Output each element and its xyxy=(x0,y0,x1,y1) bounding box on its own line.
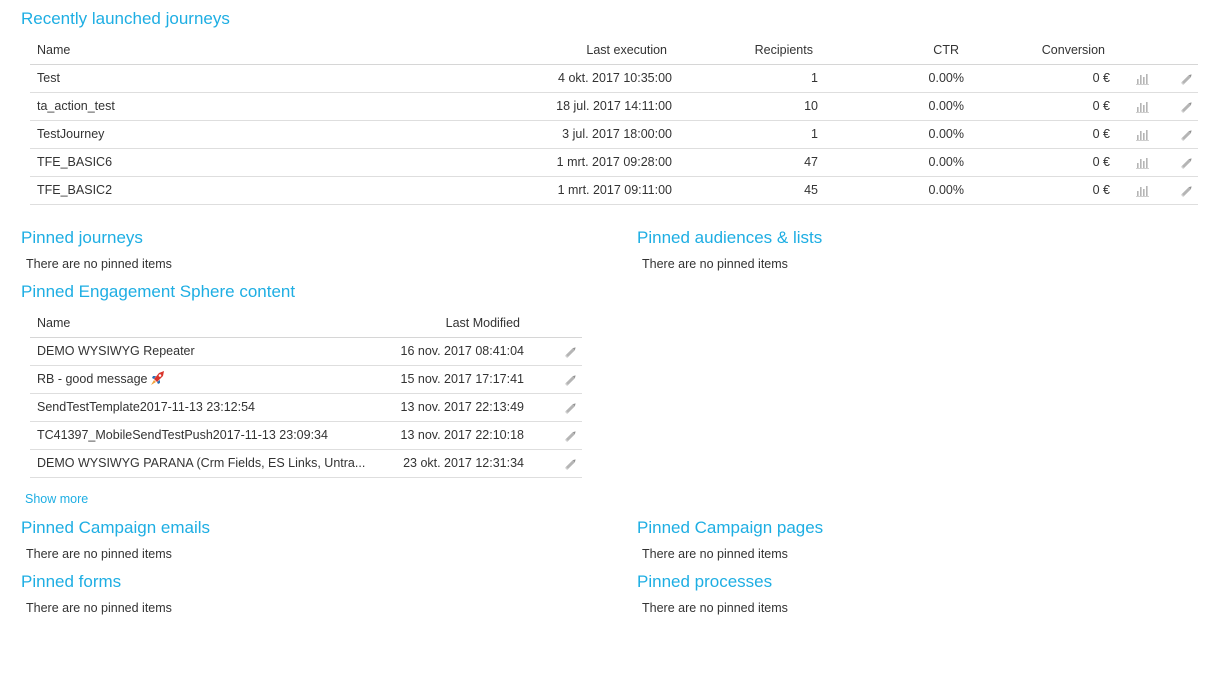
ctr-value: 0.00% xyxy=(928,183,964,197)
content-name[interactable] xyxy=(37,338,195,365)
last-execution-value: 18 jul. 2017 14:11:00 xyxy=(556,99,672,113)
table-row[interactable] xyxy=(30,422,582,450)
table-row[interactable] xyxy=(30,394,582,422)
col-last-execution-header[interactable]: Last execution xyxy=(586,43,667,57)
last-modified-value: 13 nov. 2017 22:10:18 xyxy=(400,428,524,442)
pinned-audiences-title: Pinned audiences & lists xyxy=(637,228,823,247)
ctr-value: 0.00% xyxy=(928,99,964,113)
table-row[interactable] xyxy=(30,149,1198,177)
show-more-link[interactable]: Show more xyxy=(25,492,89,506)
content-name-text: DEMO WYSIWYG Repeater xyxy=(37,344,195,358)
bar-chart-icon[interactable] xyxy=(1136,157,1150,169)
last-execution-value: 3 jul. 2017 18:00:00 xyxy=(562,127,672,141)
pinned-forms-empty: There are no pinned items xyxy=(26,601,172,615)
bar-chart-icon[interactable] xyxy=(1136,73,1150,85)
pinned-journeys-title: Pinned journeys xyxy=(21,228,143,247)
pinned-campaign-pages-empty: There are no pinned items xyxy=(642,547,788,561)
table-header xyxy=(30,310,582,338)
col-conversion-header[interactable]: Conversion xyxy=(1041,43,1105,57)
conversion-value: 0 € xyxy=(1092,127,1110,141)
content-name-text: TC41397_MobileSendTestPush2017-11-13 23:09:34 xyxy=(37,428,328,442)
last-execution-value: 4 okt. 2017 10:35:00 xyxy=(558,71,672,85)
recent-journeys-title: Recently launched journeys xyxy=(21,9,230,28)
pinned-campaign-emails-empty: There are no pinned items xyxy=(26,547,172,561)
pinned-campaign-emails-title: Pinned Campaign emails xyxy=(21,518,210,537)
recipients-value: 1 xyxy=(811,127,818,141)
table-row[interactable] xyxy=(30,338,582,366)
last-modified-value: 15 nov. 2017 17:17:41 xyxy=(400,372,524,386)
pinned-processes-empty: There are no pinned items xyxy=(642,601,788,615)
bar-chart-icon[interactable] xyxy=(1136,101,1150,113)
content-name-text: SendTestTemplate2017-11-13 23:12:54 xyxy=(37,400,255,414)
conversion-value: 0 € xyxy=(1092,155,1110,169)
pinned-processes-title: Pinned processes xyxy=(637,572,773,591)
pinned-es-content-title: Pinned Engagement Sphere content xyxy=(21,282,296,301)
col-name-header[interactable]: Name xyxy=(37,316,71,330)
pencil-icon[interactable] xyxy=(564,430,578,442)
pinned-campaign-pages-title: Pinned Campaign pages xyxy=(637,518,824,537)
table-row[interactable] xyxy=(30,177,1198,205)
journey-name: TFE_BASIC2 xyxy=(37,183,113,197)
pencil-icon[interactable] xyxy=(1180,157,1194,169)
content-name[interactable] xyxy=(37,366,166,393)
pinned-journeys-empty: There are no pinned items xyxy=(26,257,172,271)
ctr-value: 0.00% xyxy=(928,155,964,169)
last-modified-value: 16 nov. 2017 08:41:04 xyxy=(400,344,524,358)
table-header xyxy=(30,37,1198,65)
recent-journeys-table xyxy=(30,37,1198,205)
pencil-icon[interactable] xyxy=(1180,73,1194,85)
conversion-value: 0 € xyxy=(1092,99,1110,113)
content-name-text: DEMO WYSIWYG PARANA (Crm Fields, ES Links, Untra... xyxy=(37,456,366,470)
last-modified-value: 23 okt. 2017 12:31:34 xyxy=(403,456,524,470)
pinned-audiences-empty: There are no pinned items xyxy=(642,257,788,271)
recipients-value: 45 xyxy=(804,183,818,197)
pencil-icon[interactable] xyxy=(1180,101,1194,113)
conversion-value: 0 € xyxy=(1092,183,1110,197)
rocket-icon xyxy=(147,372,166,386)
bar-chart-icon[interactable] xyxy=(1136,129,1150,141)
table-row[interactable] xyxy=(30,450,582,478)
table-row[interactable] xyxy=(30,366,582,394)
pencil-icon[interactable] xyxy=(564,458,578,470)
pencil-icon[interactable] xyxy=(564,346,578,358)
last-execution-value: 1 mrt. 2017 09:11:00 xyxy=(557,183,672,197)
journey-name: TestJourney xyxy=(37,127,105,141)
content-name-text: RB - good message xyxy=(37,372,148,386)
pencil-icon[interactable] xyxy=(564,402,578,414)
pinned-forms-title: Pinned forms xyxy=(21,572,122,591)
pencil-icon[interactable] xyxy=(564,374,578,386)
journey-name: Test xyxy=(37,71,60,85)
table-row[interactable] xyxy=(30,121,1198,149)
col-ctr-header[interactable]: CTR xyxy=(933,43,959,57)
table-row[interactable] xyxy=(30,65,1198,93)
col-recipients-header[interactable]: Recipients xyxy=(754,43,813,57)
recipients-value: 10 xyxy=(804,99,818,113)
col-name-header[interactable]: Name xyxy=(37,43,71,57)
pinned-es-content-table xyxy=(30,310,582,478)
table-row[interactable] xyxy=(30,93,1198,121)
recipients-value: 47 xyxy=(804,155,818,169)
pencil-icon[interactable] xyxy=(1180,129,1194,141)
recipients-value: 1 xyxy=(811,71,818,85)
ctr-value: 0.00% xyxy=(928,71,964,85)
journey-name: ta_action_test xyxy=(37,99,115,113)
pencil-icon[interactable] xyxy=(1180,185,1194,197)
content-name[interactable] xyxy=(37,450,365,477)
content-name[interactable] xyxy=(37,422,328,449)
content-name[interactable] xyxy=(37,394,255,421)
last-execution-value: 1 mrt. 2017 09:28:00 xyxy=(556,155,672,169)
last-modified-value: 13 nov. 2017 22:13:49 xyxy=(400,400,524,414)
col-last-modified-header[interactable]: Last Modified xyxy=(445,316,520,330)
journey-name: TFE_BASIC6 xyxy=(37,155,113,169)
conversion-value: 0 € xyxy=(1092,71,1110,85)
bar-chart-icon[interactable] xyxy=(1136,185,1150,197)
ctr-value: 0.00% xyxy=(928,127,964,141)
